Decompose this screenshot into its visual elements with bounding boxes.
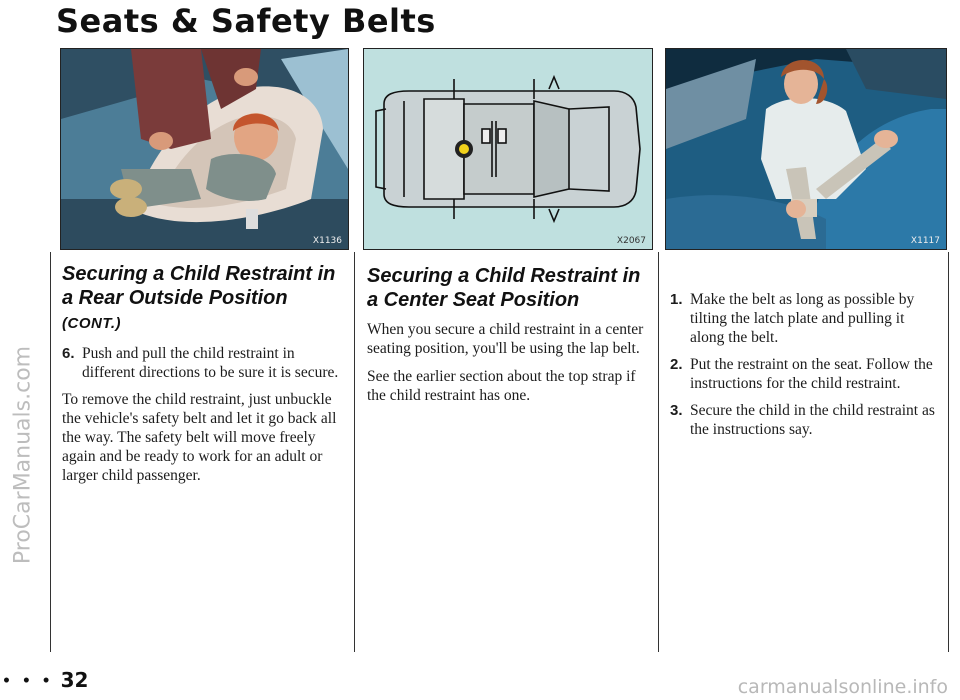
step-text: Push and pull the child restraint in different directions to be sure it is secure.	[82, 345, 339, 381]
paragraph: When you secure a child restraint in a center seating position, you'll be using the lap belt.	[367, 321, 644, 357]
page-number-dots: • • •	[2, 673, 54, 690]
step-number: 3.	[670, 402, 683, 419]
step-number: 2.	[670, 356, 683, 373]
instruction-step	[670, 290, 942, 347]
left-column	[62, 262, 347, 494]
figure-child-seat	[60, 48, 349, 250]
heading-text: Securing a Child Restraint in a Rear Outside Position	[62, 263, 336, 309]
instruction-step	[670, 355, 942, 393]
column-rule-end	[948, 252, 949, 652]
right-column	[670, 290, 942, 447]
paragraph: To remove the child restraint, just unbuckle the vehicle's safety belt and let it go back all the way. The safety belt will move freely again and be ready to work for an adult or larger child passenger.	[62, 391, 337, 484]
instruction-step	[670, 401, 942, 439]
child-seat-photo-icon	[61, 49, 348, 249]
column-rule-left	[50, 252, 51, 652]
page-number	[2, 668, 88, 692]
instruction-step	[62, 344, 347, 382]
page-title: Seats & Safety Belts	[56, 2, 436, 40]
heading-suffix: (CONT.)	[62, 315, 122, 332]
woman-fastening-belt-photo-icon	[666, 49, 946, 249]
figure-code: X1117	[910, 236, 940, 246]
step-number: 6.	[62, 345, 75, 362]
figure-fastening-belt	[665, 48, 947, 250]
paragraph: See the earlier section about the top strap if the child restraint has one.	[367, 368, 636, 404]
step-number: 1.	[670, 291, 683, 308]
page-number-value: 32	[60, 668, 89, 692]
side-watermark-text: ProCarManuals.com	[10, 345, 36, 565]
step-text: Secure the child in the child restraint as the instructions say.	[690, 402, 935, 438]
middle-column	[367, 264, 647, 414]
bottom-watermark: carmanualsonline.info	[737, 676, 948, 698]
section-heading-rear-outside	[62, 262, 347, 336]
figure-code: X2067	[616, 236, 646, 246]
step-text: Make the belt as long as possible by tilting the latch plate and pulling it along the belt.	[690, 291, 915, 346]
figure-car-diagram	[363, 48, 653, 250]
car-top-view-diagram-icon	[364, 49, 652, 249]
section-heading-center-seat: Securing a Child Restraint in a Center Seat Position	[367, 265, 641, 311]
column-rule-middle	[354, 252, 355, 652]
step-text: Put the restraint on the seat. Follow the instructions for the child restraint.	[690, 356, 933, 392]
column-rule-right	[658, 252, 659, 652]
figure-code: X1136	[312, 236, 342, 246]
side-watermark	[6, 220, 40, 690]
